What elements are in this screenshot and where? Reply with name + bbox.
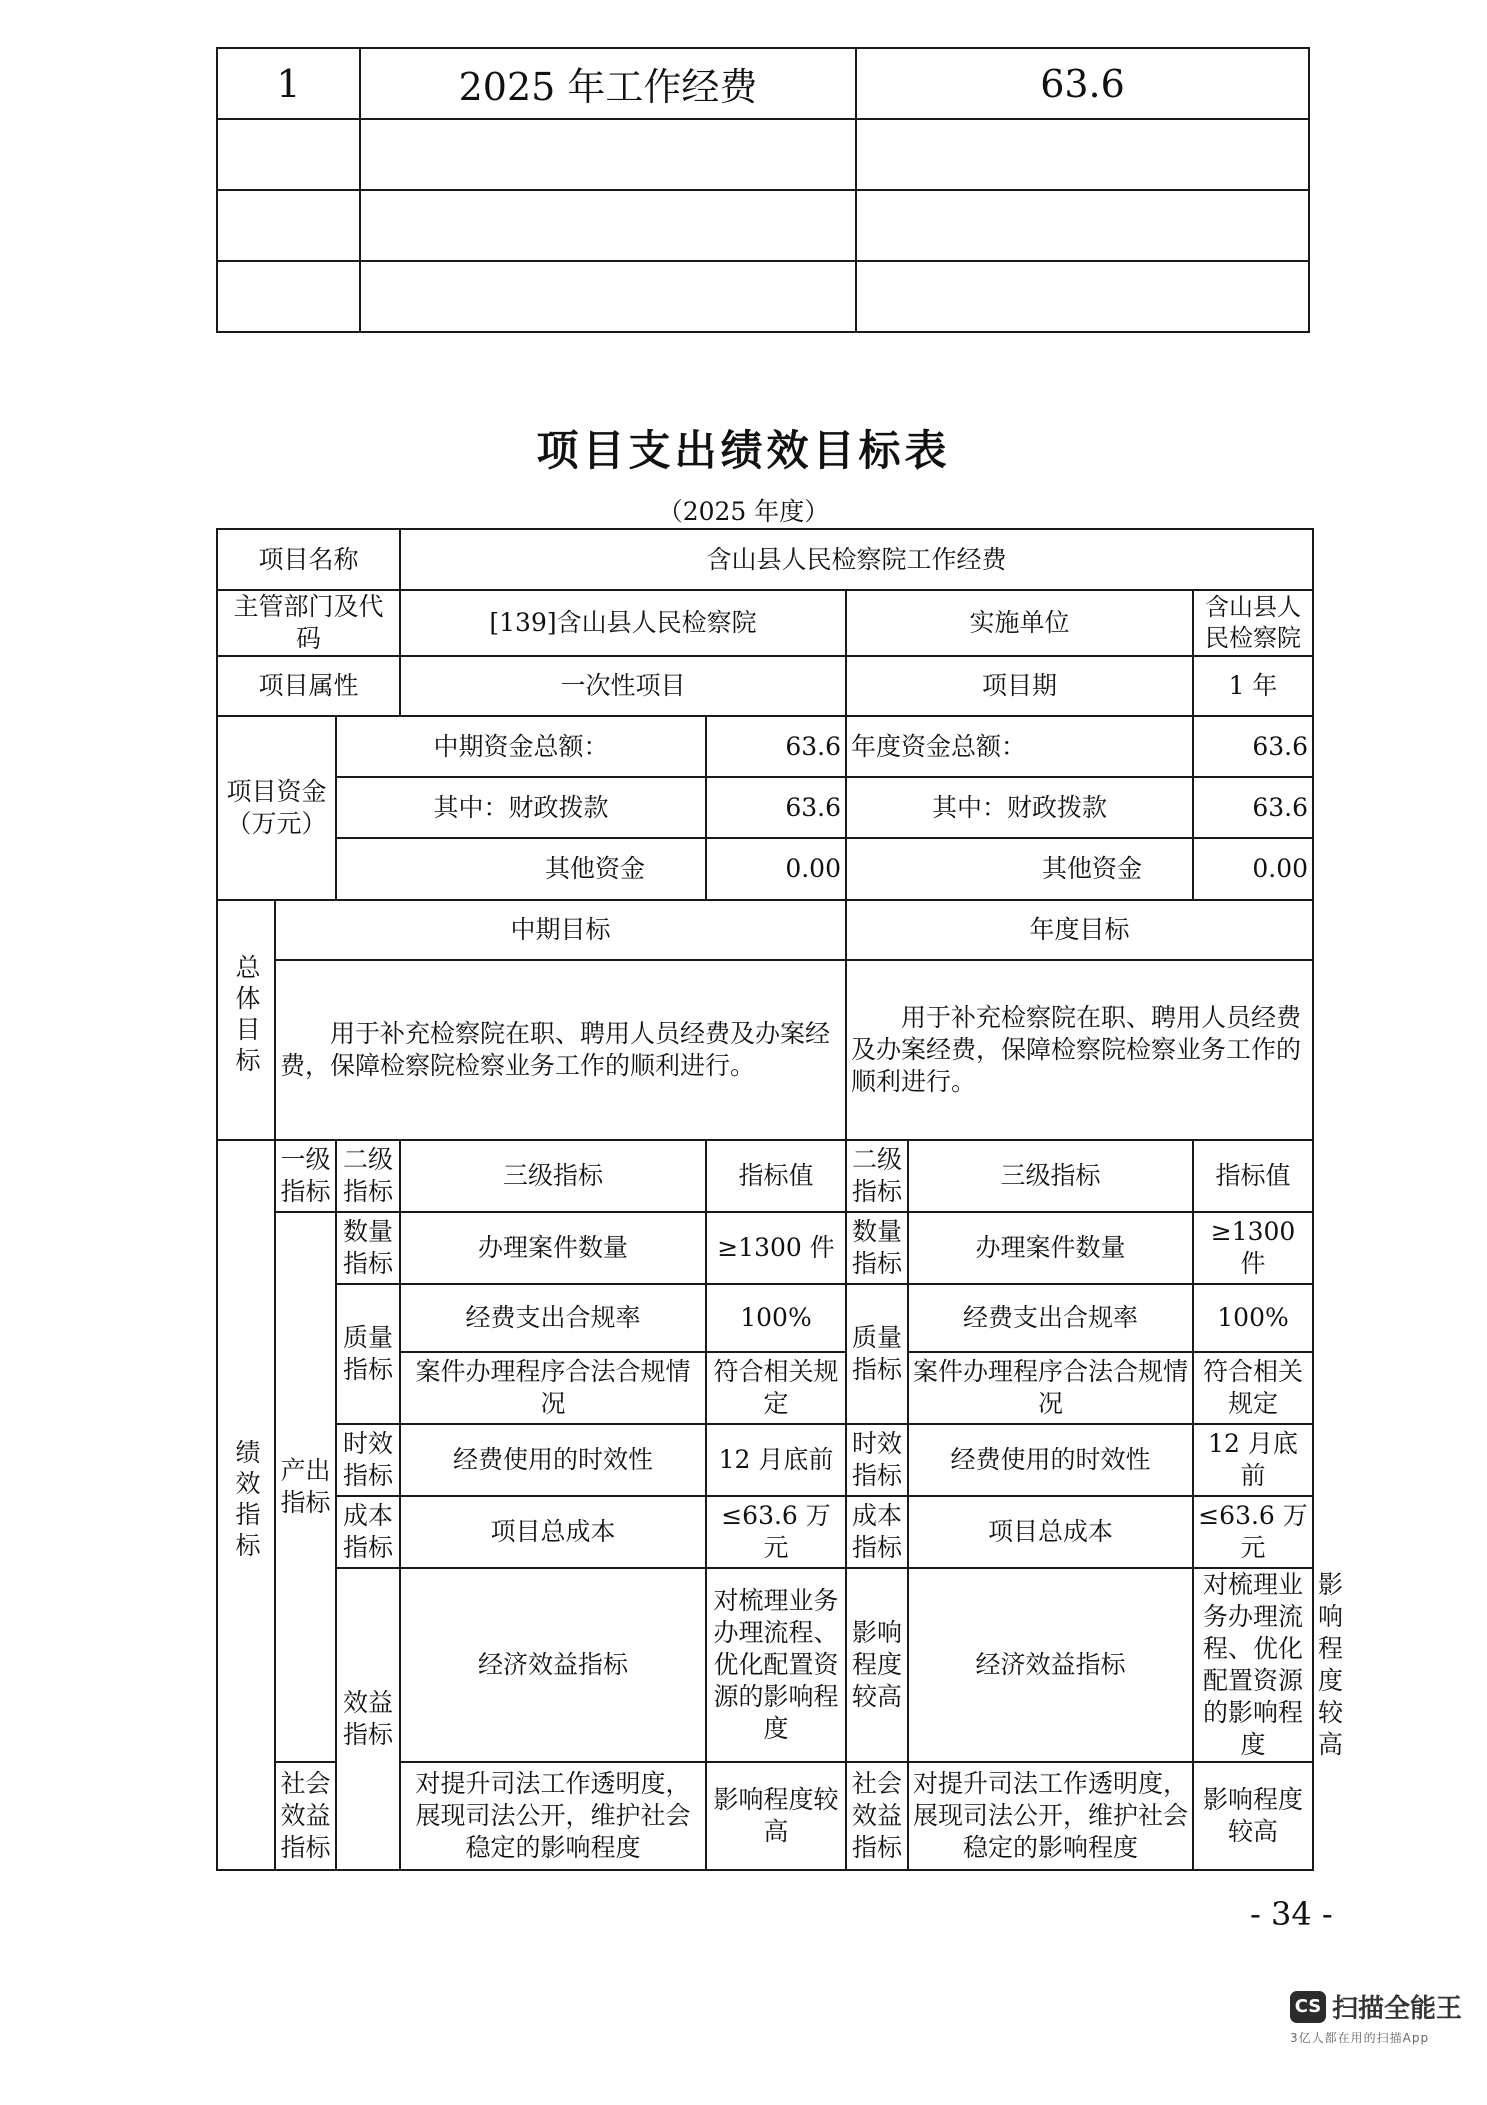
scanner-slogan: 3亿人都在用的扫描App — [1290, 2031, 1430, 2045]
quality1-value: 100% — [706, 1284, 846, 1352]
h-level2: 二级指标 — [336, 1140, 400, 1212]
table-row — [217, 590, 1313, 656]
attr: 一次性项目 — [400, 656, 846, 716]
quality1-name-year: 经费支出合规率 — [908, 1284, 1193, 1352]
table-row — [217, 1140, 1313, 1212]
table-row — [217, 900, 1313, 960]
row-amount: 63.6 — [856, 48, 1309, 119]
row-no — [217, 190, 360, 261]
time-value: 12 月底前 — [706, 1424, 846, 1496]
year-other-label: 其他资金 — [846, 838, 1193, 900]
row-amount — [856, 261, 1309, 332]
qty-value: ≥1300 件 — [706, 1212, 846, 1284]
indicators-label — [217, 1140, 275, 1870]
table-row: 效益指标 经济效益指标 对梳理业务办理流程、优化配置资源的影响程度 影响程度较高 经济效益指标 对梳理业务办理流程、优化配置资源的影响程度 影响程度较高 — [217, 1568, 1313, 1762]
goals-label — [217, 900, 275, 1140]
year-goal-text: 用于补充检察院在职、聘用人员经费及办案经费，保障检察院检察业务工作的顺利进行。 — [846, 960, 1313, 1140]
row-name — [360, 119, 856, 190]
quality1-value-year: 100% — [1193, 1284, 1313, 1352]
indicators-label-text: 绩效指标 — [232, 1439, 261, 1563]
goals-label-text: 总体目标 — [232, 954, 261, 1078]
row-name: 2025 年工作经费 — [360, 48, 856, 119]
row-name — [360, 261, 856, 332]
qty-label-year: 数量指标 — [846, 1212, 908, 1284]
table-row — [217, 777, 1313, 838]
page-number: - 34 - — [1250, 1895, 1333, 1933]
social-label-year: 社会效益指标 — [846, 1762, 908, 1870]
social-name: 对提升司法工作透明度，展现司法公开，维护社会稳定的影响程度 — [400, 1762, 706, 1870]
h-value: 指标值 — [706, 1140, 846, 1212]
quality2-value: 符合相关规定 — [706, 1352, 846, 1424]
year-goal-label: 年度目标 — [846, 900, 1313, 960]
period-label: 项目期 — [846, 656, 1193, 716]
time-label-year: 时效指标 — [846, 1424, 908, 1496]
table-row — [217, 261, 1309, 332]
econ-name-year: 对梳理业务办理流程、优化配置资源的影响程度 — [1193, 1568, 1313, 1762]
h-value-year: 指标值 — [1193, 1140, 1313, 1212]
performance-table — [216, 528, 1344, 1871]
cost-name: 项目总成本 — [400, 1496, 706, 1568]
year-fiscal-label: 其中：财政拨款 — [846, 777, 1193, 838]
time-name-year: 经费使用的时效性 — [908, 1424, 1193, 1496]
econ-label-year: 经济效益指标 — [908, 1568, 1193, 1762]
page-subtitle: （2025 年度） — [657, 497, 830, 526]
econ-name: 对梳理业务办理流程、优化配置资源的影响程度 — [706, 1568, 846, 1762]
table-row — [217, 529, 1313, 590]
quality-label: 质量指标 — [336, 1284, 400, 1424]
social-value-year: 影响程度较高 — [1193, 1762, 1313, 1870]
cost-name-year: 项目总成本 — [908, 1496, 1193, 1568]
scanner-watermark — [1290, 1988, 1470, 2046]
table-row — [217, 190, 1309, 261]
row-no: 1 — [217, 48, 360, 119]
h-level3-year: 三级指标 — [908, 1140, 1193, 1212]
table-row — [217, 1212, 1313, 1284]
cost-value: ≤63.6 万元 — [706, 1496, 846, 1568]
mid-goal-text: 用于补充检察院在职、聘用人员经费及办案经费，保障检察院检察业务工作的顺利进行。 — [275, 960, 846, 1140]
quality2-name-year: 案件办理程序合法合规情况 — [908, 1352, 1193, 1424]
dept-label: 主管部门及代码 — [217, 590, 400, 656]
table-row — [217, 119, 1309, 190]
mid-total-label: 中期资金总额： — [336, 716, 706, 777]
table-row — [217, 1284, 1313, 1352]
cost-value-year: ≤63.6 万元 — [1193, 1496, 1313, 1568]
time-name: 经费使用的时效性 — [400, 1424, 706, 1496]
table-row — [217, 960, 1313, 1140]
impl: 含山县人民检察院 — [1193, 590, 1313, 656]
h-level2-year: 二级指标 — [846, 1140, 908, 1212]
impl-label: 实施单位 — [846, 590, 1193, 656]
time-label: 时效指标 — [336, 1424, 400, 1496]
mid-fiscal-label: 其中：财政拨款 — [336, 777, 706, 838]
funds-label: 项目资金（万元） — [217, 716, 336, 900]
row-no — [217, 119, 360, 190]
cost-label-year: 成本指标 — [846, 1496, 908, 1568]
row-name — [360, 190, 856, 261]
scanner-brand-name: 扫描全能王 — [1332, 1994, 1463, 2024]
year-total: 63.6 — [1193, 716, 1313, 777]
scanner-logo-icon: CS — [1290, 1991, 1326, 2023]
top-table — [216, 47, 1310, 333]
quality-label-year: 质量指标 — [846, 1284, 908, 1424]
project-name-label: 项目名称 — [217, 529, 400, 590]
econ-value: 影响程度较高 — [846, 1568, 908, 1762]
benefit-label: 效益指标 — [336, 1568, 400, 1870]
year-other: 0.00 — [1193, 838, 1313, 900]
output-label: 产出指标 — [275, 1212, 336, 1762]
cost-label: 成本指标 — [336, 1496, 400, 1568]
qty-label: 数量指标 — [336, 1212, 400, 1284]
row-amount — [856, 119, 1309, 190]
qty-value-year: ≥1300 件 — [1193, 1212, 1313, 1284]
quality2-name: 案件办理程序合法合规情况 — [400, 1352, 706, 1424]
period: 1 年 — [1193, 656, 1313, 716]
table-row — [217, 1496, 1313, 1568]
row-amount — [856, 190, 1309, 261]
year-total-label: 年度资金总额： — [846, 716, 1193, 777]
table-row — [217, 1424, 1313, 1496]
social-name-year: 对提升司法工作透明度，展现司法公开，维护社会稳定的影响程度 — [908, 1762, 1193, 1870]
mid-total: 63.6 — [706, 716, 846, 777]
attr-label: 项目属性 — [217, 656, 400, 716]
page-title: 项目支出绩效目标表 — [536, 426, 951, 475]
mid-other: 0.00 — [706, 838, 846, 900]
mid-fiscal: 63.6 — [706, 777, 846, 838]
mid-goal-label: 中期目标 — [275, 900, 846, 960]
quality2-value-year: 符合相关规定 — [1193, 1352, 1313, 1424]
row-no — [217, 261, 360, 332]
table-row — [217, 838, 1313, 900]
project-name: 含山县人民检察院工作经费 — [400, 529, 1313, 590]
econ-label: 经济效益指标 — [400, 1568, 706, 1762]
qty-name-year: 办理案件数量 — [908, 1212, 1193, 1284]
mid-other-label: 其他资金 — [336, 838, 706, 900]
year-fiscal: 63.6 — [1193, 777, 1313, 838]
table-row — [217, 716, 1313, 777]
dept: [139]含山县人民检察院 — [400, 590, 846, 656]
quality1-name: 经费支出合规率 — [400, 1284, 706, 1352]
social-label: 社会效益指标 — [275, 1762, 336, 1870]
social-value: 影响程度较高 — [706, 1762, 846, 1870]
table-row — [217, 656, 1313, 716]
h-level3: 三级指标 — [400, 1140, 706, 1212]
table-row — [217, 48, 1309, 119]
time-value-year: 12 月底前 — [1193, 1424, 1313, 1496]
h-level1: 一级指标 — [275, 1140, 336, 1212]
qty-name: 办理案件数量 — [400, 1212, 706, 1284]
